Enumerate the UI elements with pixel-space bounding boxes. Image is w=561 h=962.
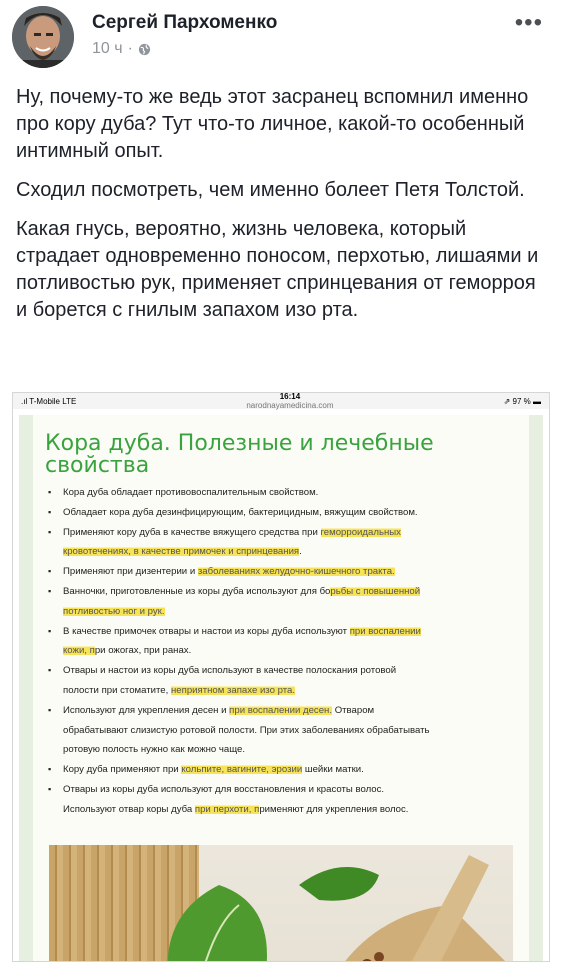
- more-horizontal-icon: •••: [514, 9, 543, 36]
- article-text: Обладает кора дуба дезинфицирующим, бактерицидным, вяжущим свойством.: [63, 506, 418, 518]
- article-text: .: [299, 546, 302, 558]
- article-photo: [49, 845, 513, 962]
- article-page: [19, 415, 543, 961]
- phone-status-bar: [13, 393, 549, 409]
- article-line: [57, 760, 529, 780]
- highlighted-text: кольпите, вагините, эрозии: [181, 764, 303, 776]
- post-time[interactable]: 10 ч: [92, 40, 123, 57]
- article-text: Применяют кору дуба в качестве вяжущего средства при: [63, 526, 321, 538]
- article-line: [57, 582, 529, 602]
- article-text: ри ожогах, при ранах.: [94, 645, 192, 657]
- article-line: [57, 721, 529, 741]
- article-text: Используют для укрепления десен и: [63, 704, 230, 716]
- article-line: [57, 701, 529, 721]
- highlighted-text: при воспалении десен.: [229, 704, 333, 716]
- status-url: narodnayamedicina.com: [246, 401, 334, 410]
- more-options-button[interactable]: [514, 9, 543, 36]
- article-line: [57, 681, 529, 701]
- article-text: Кору дуба применяют при: [63, 764, 182, 776]
- post-paragraph: Сходил посмотреть, чем именно болеет Петя Толстой.: [16, 179, 525, 201]
- post-paragraph: Ну, почему-то же ведь этот засранец вспомнил именно про кору дуба? Тут что-то личное, какой-то особенный интимный опыт.: [16, 86, 529, 162]
- highlighted-text: потливостью ног и рук.: [63, 605, 165, 617]
- article-line: [57, 622, 529, 642]
- highlighted-text: при перхоти, п: [194, 803, 260, 815]
- highlighted-text: кожи, п: [63, 645, 95, 657]
- article-line: [57, 602, 529, 622]
- article-text: Кора дуба обладает противовоспалительным свойством.: [63, 487, 319, 498]
- status-center: [246, 392, 333, 410]
- highlighted-text: неприятном запахе изо рта.: [170, 684, 296, 696]
- article-text: обрабатывают слизистую ротовой полости. При этих заболеваниях обрабатывать: [63, 724, 430, 736]
- author-name[interactable]: Сергей Пархоменко: [92, 12, 278, 33]
- separator-dot: ·: [127, 40, 133, 57]
- article-line: [57, 562, 529, 582]
- article-line: [57, 780, 529, 800]
- highlighted-text: геморроидальных: [320, 526, 401, 538]
- article-text: шейки матки.: [302, 764, 364, 776]
- carrier-label: .ıl T-Mobile LTE: [21, 396, 77, 406]
- highlighted-text: кровотечениях, в качестве примочек и спринцевания: [63, 546, 300, 558]
- oak-leaves-image: [49, 845, 529, 962]
- article-line: [57, 483, 529, 503]
- avatar-photo: [12, 6, 74, 68]
- status-time: 16:14: [279, 392, 301, 401]
- attached-screenshot[interactable]: [12, 392, 550, 962]
- article-text: Ванночки, приготовленные из коры дуба используют для бо: [63, 585, 331, 597]
- globe-icon: [138, 43, 151, 56]
- article-line: [57, 523, 529, 543]
- article-text: полости при стоматите,: [63, 684, 171, 696]
- article-line: [57, 503, 529, 523]
- post-paragraph: Какая гнусь, вероятно, жизнь человека, который страдает одновременно поносом, перхотью, лишаями и потливостью рук, применяет спринцевания от геморроя и борется с гнилым запахом изо рта.: [16, 218, 539, 321]
- article-title: Кора дуба. Полезные и лечебные свойства: [45, 431, 434, 478]
- article-text: Используют отвар коры дуба: [63, 803, 195, 815]
- article-text: В качестве примочек отвары и настои из коры дуба используют: [63, 625, 350, 637]
- article-text: Отвары и настои из коры дуба используют в качестве полоскания ротовой: [63, 665, 397, 677]
- article-text: Отвары из коры дуба используют для восстановления и красоты волос.: [63, 783, 385, 795]
- highlighted-text: рьбы с повышенной: [330, 585, 421, 597]
- article-line: [57, 542, 529, 562]
- author-avatar[interactable]: [12, 6, 74, 68]
- post-meta: [92, 40, 151, 58]
- article-line: [57, 641, 529, 661]
- highlighted-text: заболеваниях желудочно-кишечного тракта.: [197, 566, 395, 578]
- article-line: [57, 800, 529, 820]
- battery-indicator: ⇗ 97 % ▬: [503, 396, 541, 406]
- article-line: [57, 740, 529, 760]
- article-text: Применяют при дизентерии и: [63, 566, 198, 578]
- post-body: [16, 84, 546, 336]
- article-bullet-list: [57, 483, 529, 820]
- article-line: [57, 661, 529, 681]
- article-text: Отваром: [332, 704, 375, 716]
- highlighted-text: при воспалении: [349, 625, 421, 637]
- article-text: ротовую полость нужно как можно чаще.: [63, 744, 246, 756]
- article-text: рименяют для укрепления волос.: [259, 803, 409, 815]
